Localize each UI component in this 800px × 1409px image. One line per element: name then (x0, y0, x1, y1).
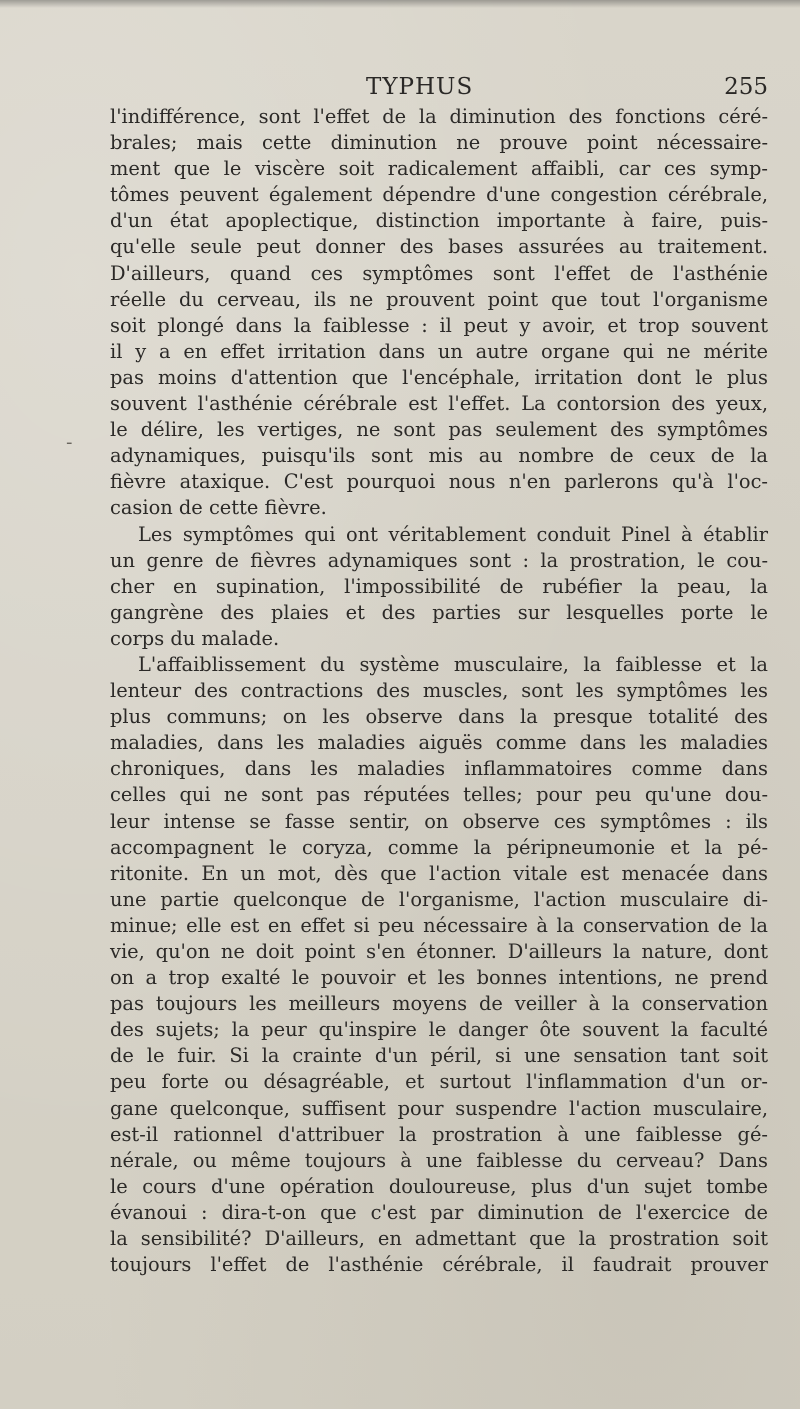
text-line: D'ailleurs, quand ces symptômes sont l'effet de l'asthénie (110, 261, 768, 285)
text-line: corps du malade. (110, 626, 280, 650)
text-line: soit plongé dans la faiblesse : il peut y avoir, et trop souvent (110, 313, 768, 337)
text-line: souvent l'asthénie cérébrale est l'effet. La contorsion des yeux, (110, 392, 768, 416)
text-line: ritonite. En un mot, dès que l'action vitale est menacée dans (110, 861, 768, 885)
text-line: on a trop exalté le pouvoir et les bonnes intentions, ne prend (110, 966, 768, 990)
text-line: adynamiques, puisqu'ils sont mis au nombre de ceux de la (110, 444, 768, 468)
text-line: chroniques, dans les maladies inflammatoires comme dans (110, 757, 768, 781)
text-line: fièvre ataxique. C'est pourquoi nous n'en parlerons qu'à l'oc- (110, 470, 768, 494)
text-line: leur intense se fasse sentir, on observe ces symptômes : ils (110, 809, 768, 833)
text-line: L'affaiblissement du système musculaire, la faiblesse et la (138, 652, 768, 676)
text-line: un genre de fièvres adynamiques sont : la prostration, le cou- (110, 548, 768, 572)
body-text (110, 104, 768, 1278)
margin-dash-mark: - (66, 432, 73, 453)
text-line: casion de cette fièvre. (110, 496, 327, 520)
text-line: ment que le viscère soit radicalement affaibli, car ces symp- (110, 157, 768, 181)
page-header (108, 74, 768, 102)
text-line: le délire, les vertiges, ne sont pas seulement des symptômes (110, 418, 768, 442)
text-line: accompagnent le coryza, comme la péripneumonie et la pé- (110, 835, 768, 859)
text-line: brales; mais cette diminution ne prouve point nécessaire- (110, 131, 768, 155)
text-line: minue; elle est en effet si peu nécessaire à la conservation de la (110, 913, 768, 937)
text-line: pas toujours les meilleurs moyens de veiller à la conservation (110, 992, 768, 1016)
text-line: est-il rationnel d'attribuer la prostration à une faiblesse gé- (110, 1122, 768, 1146)
text-line: la sensibilité? D'ailleurs, en admettant que la prostration soit (110, 1227, 768, 1251)
text-line: nérale, ou même toujours à une faiblesse du cerveau? Dans (110, 1148, 768, 1172)
text-line: celles qui ne sont pas réputées telles; pour peu qu'une dou- (110, 783, 768, 807)
text-line: gangrène des plaies et des parties sur lesquelles porte le (110, 600, 768, 624)
text-line: toujours l'effet de l'asthénie cérébrale, il faudrait prouver (110, 1253, 768, 1277)
text-line: il y a en effet irritation dans un autre organe qui ne mérite (110, 339, 768, 363)
text-line: des sujets; la peur qu'inspire le danger ôte souvent la faculté (110, 1018, 768, 1042)
text-line: Les symptômes qui ont véritablement conduit Pinel à établir (138, 522, 768, 546)
text-line: peu forte ou désagréable, et surtout l'inflammation d'un or- (110, 1070, 768, 1094)
text-line: cher en supination, l'impossibilité de rubéfier la peau, la (110, 574, 768, 598)
text-line: l'indifférence, sont l'effet de la diminution des fonctions céré- (110, 105, 768, 128)
scan-edge-shadow (0, 0, 800, 8)
page-number: 255 (724, 74, 768, 100)
text-line: gane quelconque, suffisent pour suspendre l'action musculaire, (110, 1096, 768, 1120)
text-line: de le fuir. Si la crainte d'un péril, si une sensation tant soit (110, 1044, 768, 1068)
text-line: maladies, dans les maladies aiguës comme dans les maladies (110, 731, 768, 755)
text-line: vie, qu'on ne doit point s'en étonner. D'ailleurs la nature, dont (110, 940, 768, 963)
text-line: plus communs; on les observe dans la presque totalité des (110, 705, 768, 729)
text-line: qu'elle seule peut donner des bases assurées au traitement. (110, 235, 768, 259)
text-line: pas moins d'attention que l'encéphale, irritation dont le plus (110, 365, 768, 389)
text-line: lenteur des contractions des muscles, sont les symptômes les (110, 679, 768, 703)
text-line: une partie quelconque de l'organisme, l'action musculaire di- (110, 887, 768, 911)
text-line: réelle du cerveau, ils ne prouvent point que tout l'organisme (110, 287, 768, 311)
text-line: tômes peuvent également dépendre d'une congestion cérébrale, (110, 183, 768, 207)
running-title: TYPHUS (366, 74, 474, 100)
text-line: le cours d'une opération douloureuse, plus d'un sujet tombe (110, 1174, 768, 1198)
text-line: évanoui : dira-t-on que c'est par diminution de l'exercice de (110, 1200, 768, 1224)
text-line: d'un état apoplectique, distinction importante à faire, puis- (110, 209, 768, 233)
